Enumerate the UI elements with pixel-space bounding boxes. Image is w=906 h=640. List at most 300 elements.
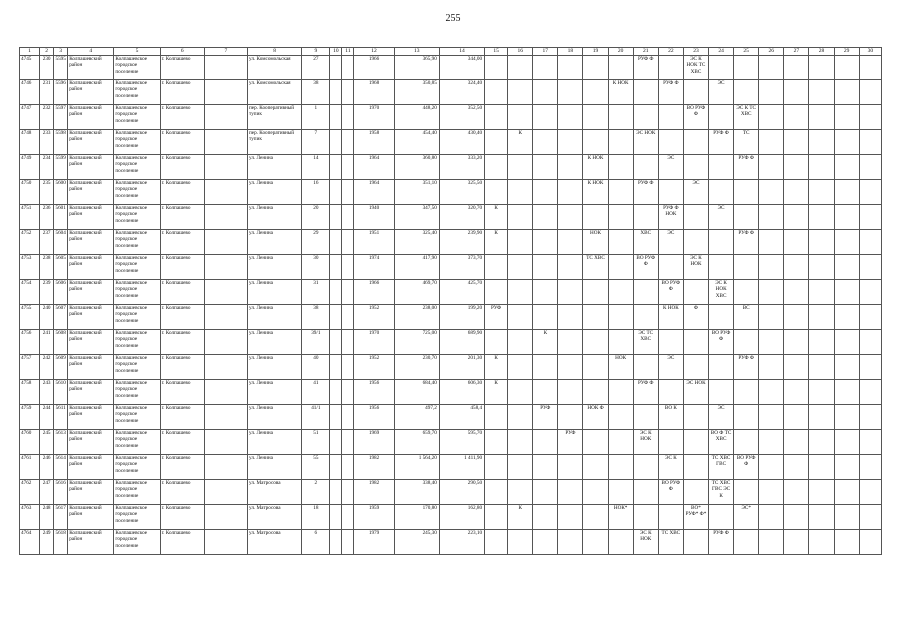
table-row xyxy=(20,354,882,379)
cell-col-18 xyxy=(558,354,583,379)
cell-col-23 xyxy=(683,129,708,154)
cell-col-28 xyxy=(809,229,834,254)
cell-col-26 xyxy=(759,254,784,279)
cell-col-11 xyxy=(342,329,354,354)
cell-col-22: ЭС К xyxy=(658,454,683,479)
cell-col-4: Колпашевский район xyxy=(68,379,114,404)
cell-col-30 xyxy=(859,304,881,329)
cell-col-23: ВО РУФ Ф xyxy=(683,104,708,129)
cell-col-25 xyxy=(734,204,759,229)
cell-col-24 xyxy=(709,304,734,329)
cell-col-8: ул. Ленина xyxy=(248,354,302,379)
cell-col-16 xyxy=(508,279,533,304)
cell-col-22 xyxy=(658,504,683,529)
cell-col-29 xyxy=(834,504,859,529)
cell-col-5: Колпашевское городское поселение xyxy=(114,329,160,354)
cell-col-10 xyxy=(330,304,342,329)
cell-col-26 xyxy=(759,204,784,229)
cell-col-12: 1966 xyxy=(354,55,394,79)
cell-col-17 xyxy=(533,55,558,79)
cell-col-22 xyxy=(658,329,683,354)
cell-col-9: 6 xyxy=(302,529,330,554)
cell-col-2: 244 xyxy=(40,404,54,429)
cell-col-22: РУФ Ф НОК xyxy=(658,204,683,229)
cell-col-10 xyxy=(330,329,342,354)
cell-col-9: 7 xyxy=(302,129,330,154)
cell-col-14: 1 411,90 xyxy=(439,454,484,479)
cell-col-21: ХВС xyxy=(633,229,658,254)
cell-col-26 xyxy=(759,55,784,79)
cell-col-26 xyxy=(759,104,784,129)
cell-col-19 xyxy=(583,454,608,479)
cell-col-18 xyxy=(558,504,583,529)
cell-col-13: 365,90 xyxy=(394,55,439,79)
cell-col-3: 5618 xyxy=(54,529,68,554)
cell-col-3: 5605 xyxy=(54,254,68,279)
cell-col-15 xyxy=(485,479,508,504)
column-number-13: 13 xyxy=(394,48,439,56)
cell-col-22: ТС ХВС xyxy=(658,529,683,554)
cell-col-25 xyxy=(734,279,759,304)
cell-col-14: 344,00 xyxy=(439,55,484,79)
column-number-1: 1 xyxy=(20,48,40,56)
column-number-2: 2 xyxy=(40,48,54,56)
column-number-15: 15 xyxy=(485,48,508,56)
cell-col-27 xyxy=(784,404,809,429)
cell-col-24 xyxy=(709,354,734,379)
cell-col-22: РУФ Ф xyxy=(658,79,683,104)
cell-col-2: 247 xyxy=(40,479,54,504)
cell-col-16 xyxy=(508,154,533,179)
cell-col-11 xyxy=(342,79,354,104)
cell-col-24 xyxy=(709,254,734,279)
cell-col-18 xyxy=(558,229,583,254)
cell-col-26 xyxy=(759,454,784,479)
cell-col-26 xyxy=(759,429,784,454)
cell-col-29 xyxy=(834,229,859,254)
cell-col-15 xyxy=(485,154,508,179)
cell-col-13: 469,70 xyxy=(394,279,439,304)
column-number-24: 24 xyxy=(709,48,734,56)
cell-col-24: ВО Ф ТС ХВС xyxy=(709,429,734,454)
table-row xyxy=(20,504,882,529)
cell-col-16 xyxy=(508,304,533,329)
cell-col-1: 4762 xyxy=(20,479,40,504)
cell-col-10 xyxy=(330,79,342,104)
column-number-14: 14 xyxy=(439,48,484,56)
cell-col-29 xyxy=(834,279,859,304)
cell-col-15 xyxy=(485,429,508,454)
cell-col-12: 1952 xyxy=(354,304,394,329)
table-row xyxy=(20,329,882,354)
cell-col-18 xyxy=(558,204,583,229)
cell-col-5: Колпашевское городское поселение xyxy=(114,529,160,554)
cell-col-1: 4745 xyxy=(20,55,40,79)
cell-col-11 xyxy=(342,229,354,254)
cell-col-30 xyxy=(859,404,881,429)
cell-col-21 xyxy=(633,204,658,229)
cell-col-27 xyxy=(784,79,809,104)
cell-col-16 xyxy=(508,429,533,454)
cell-col-7 xyxy=(204,479,247,504)
cell-col-22: ЭС xyxy=(658,154,683,179)
cell-col-19 xyxy=(583,379,608,404)
cell-col-8: ул. Матросова xyxy=(248,479,302,504)
cell-col-17 xyxy=(533,429,558,454)
cell-col-8: ул. Ленина xyxy=(248,154,302,179)
cell-col-16 xyxy=(508,55,533,79)
cell-col-16: К xyxy=(508,504,533,529)
cell-col-17 xyxy=(533,104,558,129)
cell-col-29 xyxy=(834,154,859,179)
cell-col-13: 497,2 xyxy=(394,404,439,429)
cell-col-25: ВС xyxy=(734,304,759,329)
cell-col-28 xyxy=(809,454,834,479)
cell-col-28 xyxy=(809,204,834,229)
cell-col-5: Колпашевское городское поселение xyxy=(114,404,160,429)
cell-col-10 xyxy=(330,429,342,454)
cell-col-5: Колпашевское городское поселение xyxy=(114,279,160,304)
cell-col-15 xyxy=(485,104,508,129)
cell-col-24: ЭС xyxy=(709,79,734,104)
cell-col-17 xyxy=(533,204,558,229)
cell-col-28 xyxy=(809,479,834,504)
cell-col-14: 239,90 xyxy=(439,229,484,254)
table-row xyxy=(20,179,882,204)
cell-col-11 xyxy=(342,304,354,329)
cell-col-10 xyxy=(330,354,342,379)
cell-col-6: г. Колпашево xyxy=(160,429,204,454)
cell-col-17 xyxy=(533,379,558,404)
cell-col-15: К xyxy=(485,379,508,404)
cell-col-15 xyxy=(485,404,508,429)
cell-col-14: 373,70 xyxy=(439,254,484,279)
cell-col-11 xyxy=(342,204,354,229)
cell-col-17 xyxy=(533,354,558,379)
cell-col-21 xyxy=(633,404,658,429)
cell-col-8: ул. Ленина xyxy=(248,379,302,404)
cell-col-23 xyxy=(683,529,708,554)
cell-col-7 xyxy=(204,454,247,479)
cell-col-17 xyxy=(533,504,558,529)
cell-col-9: 51 xyxy=(302,429,330,454)
cell-col-18 xyxy=(558,529,583,554)
cell-col-18 xyxy=(558,55,583,79)
cell-col-29 xyxy=(834,79,859,104)
cell-col-5: Колпашевское городское поселение xyxy=(114,104,160,129)
cell-col-17 xyxy=(533,454,558,479)
cell-col-29 xyxy=(834,129,859,154)
cell-col-12: 1970 xyxy=(354,104,394,129)
cell-col-23 xyxy=(683,454,708,479)
cell-col-16 xyxy=(508,479,533,504)
cell-col-3: 5611 xyxy=(54,404,68,429)
cell-col-13: 170,80 xyxy=(394,504,439,529)
cell-col-10 xyxy=(330,379,342,404)
cell-col-12: 1969 xyxy=(354,429,394,454)
cell-col-12: 1956 xyxy=(354,404,394,429)
cell-col-18 xyxy=(558,179,583,204)
cell-col-19 xyxy=(583,429,608,454)
table-row xyxy=(20,229,882,254)
column-number-29: 29 xyxy=(834,48,859,56)
cell-col-13: 245,30 xyxy=(394,529,439,554)
cell-col-23: Ф xyxy=(683,304,708,329)
cell-col-18 xyxy=(558,454,583,479)
cell-col-17 xyxy=(533,129,558,154)
cell-col-23 xyxy=(683,204,708,229)
cell-col-20 xyxy=(608,104,633,129)
cell-col-14: 606,30 xyxy=(439,379,484,404)
cell-col-4: Колпашевский район xyxy=(68,454,114,479)
cell-col-6: г. Колпашево xyxy=(160,279,204,304)
cell-col-12: 1956 xyxy=(354,379,394,404)
cell-col-24 xyxy=(709,179,734,204)
cell-col-16 xyxy=(508,404,533,429)
column-number-20: 20 xyxy=(608,48,633,56)
cell-col-5: Колпашевское городское поселение xyxy=(114,55,160,79)
cell-col-6: г. Колпашево xyxy=(160,79,204,104)
cell-col-13: 351,10 xyxy=(394,179,439,204)
cell-col-23 xyxy=(683,154,708,179)
cell-col-28 xyxy=(809,154,834,179)
cell-col-5: Колпашевское городское поселение xyxy=(114,429,160,454)
cell-col-19 xyxy=(583,104,608,129)
cell-col-1: 4750 xyxy=(20,179,40,204)
cell-col-7 xyxy=(204,154,247,179)
cell-col-21 xyxy=(633,504,658,529)
cell-col-25: ТС xyxy=(734,129,759,154)
cell-col-20 xyxy=(608,204,633,229)
cell-col-21 xyxy=(633,79,658,104)
cell-col-25 xyxy=(734,179,759,204)
cell-col-1: 4759 xyxy=(20,404,40,429)
cell-col-29 xyxy=(834,304,859,329)
cell-col-28 xyxy=(809,304,834,329)
cell-col-17 xyxy=(533,154,558,179)
cell-col-17 xyxy=(533,304,558,329)
cell-col-1: 4757 xyxy=(20,354,40,379)
cell-col-26 xyxy=(759,379,784,404)
cell-col-26 xyxy=(759,354,784,379)
cell-col-19 xyxy=(583,129,608,154)
cell-col-8: ул. Ленина xyxy=(248,329,302,354)
cell-col-16: К xyxy=(508,129,533,154)
cell-col-12: 1979 xyxy=(354,529,394,554)
cell-col-4: Колпашевский район xyxy=(68,104,114,129)
cell-col-8: пер. Кооперативный тупик xyxy=(248,104,302,129)
cell-col-22 xyxy=(658,179,683,204)
column-number-18: 18 xyxy=(558,48,583,56)
cell-col-9: 1 xyxy=(302,104,330,129)
cell-col-15 xyxy=(485,504,508,529)
cell-col-10 xyxy=(330,154,342,179)
table-row xyxy=(20,404,882,429)
cell-col-18 xyxy=(558,104,583,129)
cell-col-24: ТС ХВС ГВС ЭС К xyxy=(709,479,734,504)
cell-col-2: 236 xyxy=(40,204,54,229)
cell-col-20 xyxy=(608,229,633,254)
cell-col-20: НОК xyxy=(608,354,633,379)
cell-col-24: ЭС xyxy=(709,204,734,229)
cell-col-30 xyxy=(859,55,881,79)
cell-col-20 xyxy=(608,404,633,429)
cell-col-11 xyxy=(342,479,354,504)
cell-col-15 xyxy=(485,454,508,479)
cell-col-13: 659,70 xyxy=(394,429,439,454)
cell-col-7 xyxy=(204,504,247,529)
cell-col-5: Колпашевское городское поселение xyxy=(114,479,160,504)
cell-col-7 xyxy=(204,404,247,429)
column-number-17: 17 xyxy=(533,48,558,56)
cell-col-1: 4760 xyxy=(20,429,40,454)
cell-col-13: 360,80 xyxy=(394,154,439,179)
cell-col-11 xyxy=(342,254,354,279)
cell-col-24 xyxy=(709,55,734,79)
cell-col-14: 430,40 xyxy=(439,129,484,154)
table-row xyxy=(20,104,882,129)
cell-col-14: 199,20 xyxy=(439,304,484,329)
cell-col-13: 725,00 xyxy=(394,329,439,354)
cell-col-20 xyxy=(608,55,633,79)
column-number-27: 27 xyxy=(784,48,809,56)
cell-col-4: Колпашевский район xyxy=(68,504,114,529)
cell-col-3: 5599 xyxy=(54,154,68,179)
cell-col-6: г. Колпашево xyxy=(160,479,204,504)
cell-col-6: г. Колпашево xyxy=(160,204,204,229)
table-row xyxy=(20,279,882,304)
cell-col-7 xyxy=(204,304,247,329)
cell-col-4: Колпашевский район xyxy=(68,404,114,429)
cell-col-4: Колпашевский район xyxy=(68,304,114,329)
table-row xyxy=(20,479,882,504)
cell-col-5: Колпашевское городское поселение xyxy=(114,254,160,279)
cell-col-11 xyxy=(342,279,354,304)
cell-col-21: ЭС К НОК xyxy=(633,529,658,554)
cell-col-20 xyxy=(608,379,633,404)
cell-col-25: РУФ Ф xyxy=(734,229,759,254)
cell-col-2: 234 xyxy=(40,154,54,179)
column-number-6: 6 xyxy=(160,48,204,56)
cell-col-5: Колпашевское городское поселение xyxy=(114,204,160,229)
cell-col-26 xyxy=(759,529,784,554)
cell-col-3: 5597 xyxy=(54,104,68,129)
cell-col-27 xyxy=(784,279,809,304)
cell-col-10 xyxy=(330,404,342,429)
cell-col-5: Колпашевское городское поселение xyxy=(114,379,160,404)
cell-col-30 xyxy=(859,254,881,279)
cell-col-17: РУФ xyxy=(533,404,558,429)
cell-col-6: г. Колпашево xyxy=(160,504,204,529)
cell-col-15: РУФ xyxy=(485,304,508,329)
cell-col-8: ул. Ленина xyxy=(248,179,302,204)
cell-col-12: 1982 xyxy=(354,454,394,479)
cell-col-13: 448,20 xyxy=(394,104,439,129)
cell-col-27 xyxy=(784,254,809,279)
cell-col-15 xyxy=(485,179,508,204)
cell-col-7 xyxy=(204,429,247,454)
cell-col-9: 40 xyxy=(302,354,330,379)
cell-col-7 xyxy=(204,79,247,104)
cell-col-2: 239 xyxy=(40,279,54,304)
cell-col-30 xyxy=(859,504,881,529)
column-number-19: 19 xyxy=(583,48,608,56)
cell-col-29 xyxy=(834,329,859,354)
cell-col-4: Колпашевский район xyxy=(68,354,114,379)
cell-col-13: 238,00 xyxy=(394,304,439,329)
cell-col-17 xyxy=(533,79,558,104)
cell-col-25 xyxy=(734,329,759,354)
cell-col-26 xyxy=(759,404,784,429)
cell-col-24: ВО РУФ Ф xyxy=(709,329,734,354)
cell-col-5: Колпашевское городское поселение xyxy=(114,504,160,529)
column-number-28: 28 xyxy=(809,48,834,56)
cell-col-27 xyxy=(784,104,809,129)
cell-col-27 xyxy=(784,354,809,379)
cell-col-13: 338,40 xyxy=(394,479,439,504)
cell-col-8: ул. Комсомольская xyxy=(248,79,302,104)
table-row xyxy=(20,154,882,179)
cell-col-12: 1959 xyxy=(354,504,394,529)
cell-col-25 xyxy=(734,529,759,554)
cell-col-30 xyxy=(859,129,881,154)
cell-col-7 xyxy=(204,329,247,354)
cell-col-16 xyxy=(508,354,533,379)
cell-col-15: К xyxy=(485,204,508,229)
cell-col-15: К xyxy=(485,354,508,379)
cell-col-4: Колпашевский район xyxy=(68,204,114,229)
cell-col-22 xyxy=(658,429,683,454)
cell-col-19 xyxy=(583,479,608,504)
cell-col-8: ул. Ленина xyxy=(248,454,302,479)
column-number-9: 9 xyxy=(302,48,330,56)
cell-col-17 xyxy=(533,279,558,304)
cell-col-23: ЭС К НОК xyxy=(683,254,708,279)
cell-col-1: 4755 xyxy=(20,304,40,329)
cell-col-24: ЭС xyxy=(709,404,734,429)
cell-col-2: 246 xyxy=(40,454,54,479)
cell-col-19: НОК Ф xyxy=(583,404,608,429)
cell-col-5: Колпашевское городское поселение xyxy=(114,304,160,329)
cell-col-6: г. Колпашево xyxy=(160,379,204,404)
cell-col-30 xyxy=(859,529,881,554)
cell-col-2: 233 xyxy=(40,129,54,154)
cell-col-26 xyxy=(759,229,784,254)
page-number: 255 xyxy=(445,13,461,24)
cell-col-26 xyxy=(759,129,784,154)
cell-col-4: Колпашевский район xyxy=(68,279,114,304)
cell-col-13: 417,90 xyxy=(394,254,439,279)
cell-col-30 xyxy=(859,429,881,454)
cell-col-16 xyxy=(508,204,533,229)
cell-col-18 xyxy=(558,479,583,504)
cell-col-16 xyxy=(508,104,533,129)
cell-col-28 xyxy=(809,379,834,404)
cell-col-21 xyxy=(633,454,658,479)
cell-col-1: 4758 xyxy=(20,379,40,404)
cell-col-20 xyxy=(608,454,633,479)
cell-col-13: 325,40 xyxy=(394,229,439,254)
cell-col-3: 5600 xyxy=(54,179,68,204)
cell-col-20 xyxy=(608,129,633,154)
cell-col-1: 4764 xyxy=(20,529,40,554)
cell-col-11 xyxy=(342,379,354,404)
column-number-22: 22 xyxy=(658,48,683,56)
cell-col-3: 5609 xyxy=(54,354,68,379)
cell-col-3: 5598 xyxy=(54,129,68,154)
cell-col-27 xyxy=(784,204,809,229)
column-number-26: 26 xyxy=(759,48,784,56)
